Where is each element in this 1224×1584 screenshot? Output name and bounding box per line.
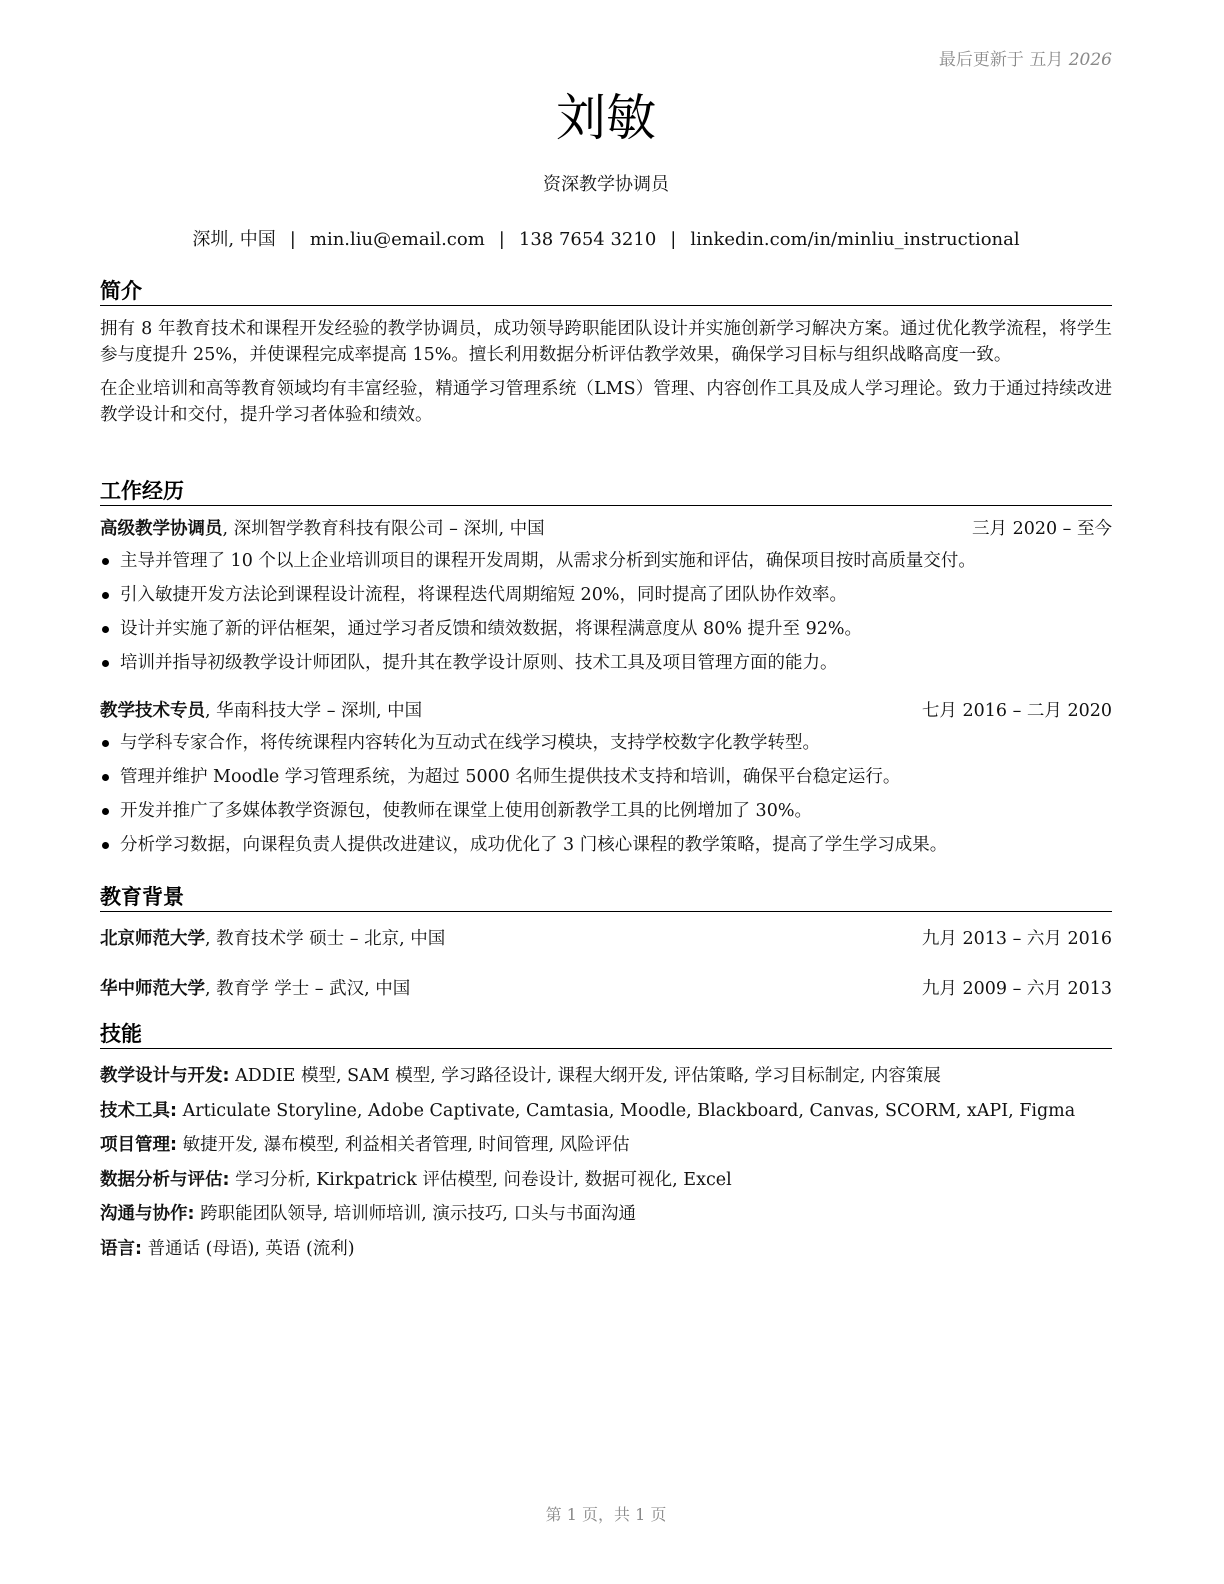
contact-separator: | — [498, 229, 505, 250]
bullet-text: 设计并实施了新的评估框架，通过学习者反馈和绩效数据，将课程满意度从 80% 提升至 92%。 — [120, 619, 862, 639]
skill-label: 项目管理: — [100, 1135, 177, 1155]
bullet-item — [100, 612, 1112, 646]
candidate-name: 刘敏 — [556, 89, 656, 147]
job-role: 高级教学协调员 — [100, 519, 223, 539]
section-heading-experience: 工作经历 — [100, 478, 1112, 506]
education-entry — [100, 976, 1112, 1002]
skill-row — [100, 1128, 1112, 1163]
bullet-item — [100, 726, 1112, 760]
contact-separator: | — [670, 229, 677, 250]
bullet-item — [100, 828, 1112, 862]
bullet-icon — [102, 740, 109, 747]
job-entry — [100, 698, 1112, 862]
page-number: 第 1 页，共 1 页 — [545, 1505, 667, 1524]
contact-location: 深圳, 中国 — [192, 229, 276, 250]
bullet-text: 管理并维护 Moodle 学习管理系统，为超过 5000 名师生提供技术支持和培训，确保平台稳定运行。 — [120, 767, 901, 787]
skill-value: Articulate Storyline, Adobe Captivate, Camtasia, Moodle, Blackboard, Canvas, SCORM, xAPI, Figma — [177, 1100, 1076, 1121]
bullet-icon — [102, 626, 109, 633]
skill-value: ADDIE 模型, SAM 模型, 学习路径设计, 课程大纲开发, 评估策略, 学习目标制定, 内容策展 — [229, 1066, 941, 1086]
job-entry — [100, 516, 1112, 680]
contact-linkedin[interactable]: linkedin.com/in/minliu_instructional — [690, 229, 1020, 250]
bullet-icon — [102, 592, 109, 599]
skill-row — [100, 1059, 1112, 1094]
skill-label: 数据分析与评估: — [100, 1169, 230, 1190]
bullet-text: 主导并管理了 10 个以上企业培训项目的课程开发周期，从需求分析到实施和评估，确保项目按时高质量交付。 — [120, 551, 976, 571]
job-org: , 深圳智学教育科技有限公司 – 深圳, 中国 — [222, 519, 545, 539]
section-heading-summary: 简介 — [100, 278, 1112, 306]
education-detail: , 教育技术学 硕士 – 北京, 中国 — [205, 929, 446, 949]
skill-label: 技术工具: — [100, 1100, 177, 1121]
bullet-text: 引入敏捷开发方法论到课程设计流程，将课程迭代周期缩短 20%，同时提高了团队协作效率。 — [120, 585, 847, 605]
bullet-icon — [102, 660, 109, 667]
bullet-icon — [102, 842, 109, 849]
job-header — [100, 698, 1112, 724]
job-dates: 七月 2016 – 二月 2020 — [921, 701, 1112, 721]
summary-section — [100, 278, 1112, 436]
job-org: , 华南科技大学 – 深圳, 中国 — [205, 701, 423, 721]
experience-section — [100, 478, 1112, 862]
section-heading-skills: 技能 — [100, 1021, 1112, 1049]
skills-section — [100, 1021, 1112, 1266]
bullet-item — [100, 578, 1112, 612]
bullet-icon — [102, 558, 109, 565]
candidate-title: 资深教学协调员 — [543, 174, 669, 195]
skill-row — [100, 1163, 1112, 1198]
skill-row — [100, 1232, 1112, 1267]
job-role: 教学技术专员 — [100, 701, 205, 721]
contact-line — [100, 225, 1112, 251]
skill-label: 教学设计与开发: — [100, 1066, 230, 1086]
last-updated-year: 2026 — [1068, 50, 1112, 70]
skill-value: 学习分析, Kirkpatrick 评估模型, 问卷设计, 数据可视化, Excel — [229, 1169, 732, 1190]
summary-paragraph: 在企业培训和高等教育领域均有丰富经验，精通学习管理系统（LMS）管理、内容创作工具及成人学习理论。致力于通过持续改进教学设计和交付，提升学习者体验和绩效。 — [100, 379, 1112, 425]
last-updated — [939, 45, 1112, 70]
bullet-icon — [102, 774, 109, 781]
education-school: 北京师范大学 — [100, 929, 205, 949]
contact-separator: | — [289, 229, 296, 250]
bullet-text: 培训并指导初级教学设计师团队，提升其在教学设计原则、技术工具及项目管理方面的能力。 — [120, 653, 838, 673]
bullet-item — [100, 646, 1112, 680]
education-detail: , 教育学 学士 – 武汉, 中国 — [205, 979, 411, 999]
bullet-item — [100, 544, 1112, 578]
skill-value: 普通话 (母语), 英语 (流利) — [142, 1238, 355, 1259]
education-entry — [100, 926, 1112, 952]
bullet-item — [100, 760, 1112, 794]
job-bullets — [100, 544, 1112, 680]
skill-value: 跨职能团队领导, 培训师培训, 演示技巧, 口头与书面沟通 — [194, 1204, 636, 1224]
contact-email[interactable]: min.liu@email.com — [309, 229, 485, 250]
summary-paragraph: 拥有 8 年教育技术和课程开发经验的教学协调员，成功领导跨职能团队设计并实施创新学习解决方案。通过优化教学流程，将学生参与度提升 25%，并使课程完成率提高 15%。擅长利用数据分析评估教学效果，确保学习目标与组织战略高度一致。 — [100, 319, 1112, 365]
skill-label: 沟通与协作: — [100, 1204, 195, 1224]
education-dates: 九月 2009 – 六月 2013 — [921, 979, 1112, 999]
bullet-text: 与学科专家合作，将传统课程内容转化为互动式在线学习模块，支持学校数字化教学转型。 — [120, 733, 820, 753]
bullet-text: 开发并推广了多媒体教学资源包，使教师在课堂上使用创新教学工具的比例增加了 30%。 — [120, 801, 812, 821]
resume-page — [100, 0, 1112, 1584]
last-updated-prefix: 最后更新于 五月 — [938, 50, 1064, 70]
contact-phone: 138 7654 3210 — [518, 229, 657, 250]
skill-row — [100, 1094, 1112, 1129]
job-bullets — [100, 726, 1112, 862]
education-dates: 九月 2013 – 六月 2016 — [921, 929, 1112, 949]
skill-label: 语言: — [100, 1238, 142, 1259]
job-dates: 三月 2020 – 至今 — [972, 519, 1112, 539]
job-header — [100, 516, 1112, 542]
skill-row — [100, 1197, 1112, 1232]
bullet-item — [100, 794, 1112, 828]
education-school: 华中师范大学 — [100, 979, 205, 999]
section-heading-education: 教育背景 — [100, 884, 1112, 912]
bullet-text: 分析学习数据，向课程负责人提供改进建议，成功优化了 3 门核心课程的教学策略，提高了学生学习成果。 — [120, 835, 948, 855]
bullet-icon — [102, 808, 109, 815]
skill-value: 敏捷开发, 瀑布模型, 利益相关者管理, 时间管理, 风险评估 — [177, 1135, 630, 1155]
education-section — [100, 884, 1112, 1002]
